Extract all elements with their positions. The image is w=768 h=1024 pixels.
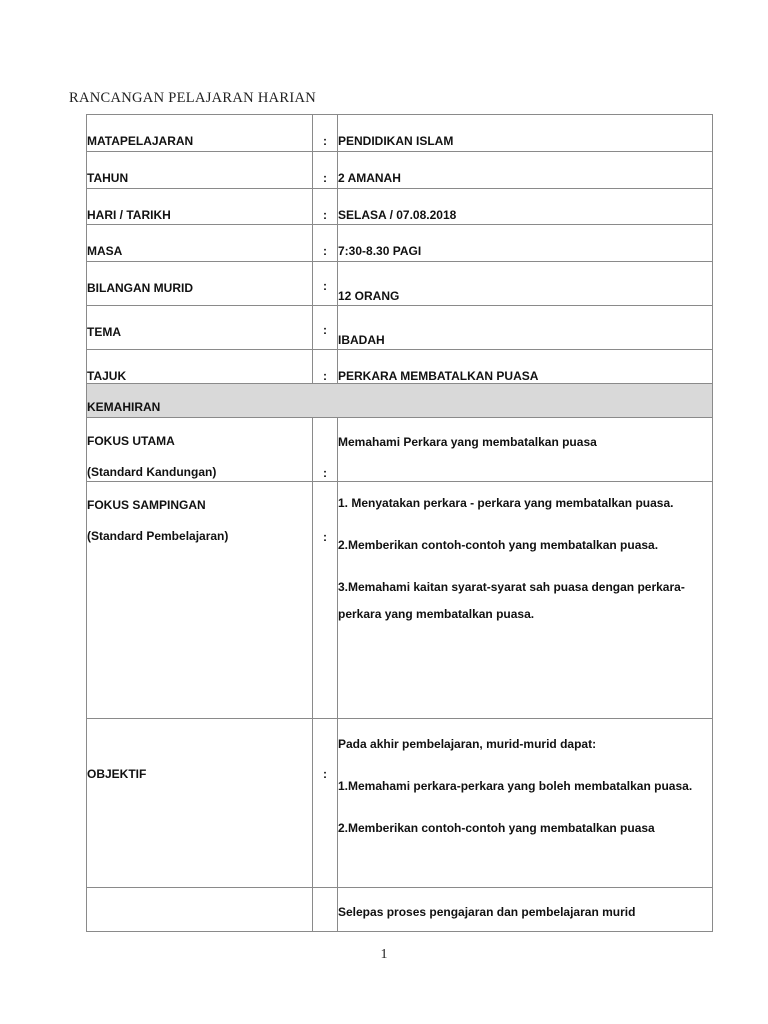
colon-cell: : <box>313 115 338 152</box>
colon-cell: : <box>313 350 338 384</box>
row-label <box>87 888 313 932</box>
row-value <box>338 719 713 888</box>
colon-cell: : <box>313 262 338 306</box>
page-title: RANCANGAN PELAJARAN HARIAN <box>69 90 317 106</box>
colon-cell: : <box>313 225 338 262</box>
lesson-plan-table <box>86 114 713 932</box>
list-item: 1.Memahami perkara-perkara yang boleh membatalkan puasa. <box>338 779 693 793</box>
table-row <box>87 225 713 262</box>
row-value: Memahami Perkara yang membatalkan puasa <box>338 418 713 482</box>
colon-cell: : <box>313 418 338 482</box>
colon-cell: : <box>313 152 338 189</box>
list-item: 2.Memberikan contoh-contoh yang membatalkan puasa. <box>338 538 659 552</box>
table-row <box>87 350 713 384</box>
row-value: 12 ORANG <box>338 262 713 306</box>
row-label: BILANGAN MURID <box>87 262 313 306</box>
row-label: TEMA <box>87 306 313 350</box>
colon-cell: : <box>313 306 338 350</box>
colon-cell: : <box>313 482 338 719</box>
page-number: 1 <box>380 947 388 962</box>
table-row <box>87 482 713 719</box>
row-value: 2 AMANAH <box>338 152 713 189</box>
row-label: MASA <box>87 225 313 262</box>
table-row <box>87 719 713 888</box>
table-row <box>87 418 713 482</box>
list-item: 1. Menyatakan perkara - perkara yang membatalkan puasa. <box>338 496 674 510</box>
row-value: PERKARA MEMBATALKAN PUASA <box>338 350 713 384</box>
table-row <box>87 262 713 306</box>
row-label: MATAPELAJARAN <box>87 115 313 152</box>
row-label: OBJEKTIF <box>87 719 313 888</box>
row-label: TAHUN <box>87 152 313 189</box>
row-label: FOKUS UTAMA (Standard Kandungan) <box>87 418 313 482</box>
table-row <box>87 189 713 225</box>
row-value: Selepas proses pengajaran dan pembelajaran murid <box>338 888 713 932</box>
table-row <box>87 306 713 350</box>
table-row <box>87 152 713 189</box>
list-item: 2.Memberikan contoh-contoh yang membatalkan puasa <box>338 821 655 835</box>
colon-cell: : <box>313 719 338 888</box>
row-value: PENDIDIKAN ISLAM <box>338 115 713 152</box>
objective-intro: Pada akhir pembelajaran, murid-murid dapat: <box>338 737 597 751</box>
row-label: FOKUS SAMPINGAN (Standard Pembelajaran) <box>87 482 313 719</box>
row-value <box>338 482 713 719</box>
row-label: HARI / TARIKH <box>87 189 313 225</box>
table-row <box>87 115 713 152</box>
section-header-row <box>87 384 713 418</box>
row-value: 7:30-8.30 PAGI <box>338 225 713 262</box>
kemahiran-heading: KEMAHIRAN <box>87 384 713 418</box>
colon-cell <box>313 888 338 932</box>
row-value: IBADAH <box>338 306 713 350</box>
row-label: TAJUK <box>87 350 313 384</box>
colon-cell: : <box>313 189 338 225</box>
list-item: 3.Memahami kaitan syarat-syarat sah puasa dengan perkara-perkara yang membatalkan puasa. <box>338 580 685 621</box>
row-value: SELASA / 07.08.2018 <box>338 189 713 225</box>
table-row <box>87 888 713 932</box>
